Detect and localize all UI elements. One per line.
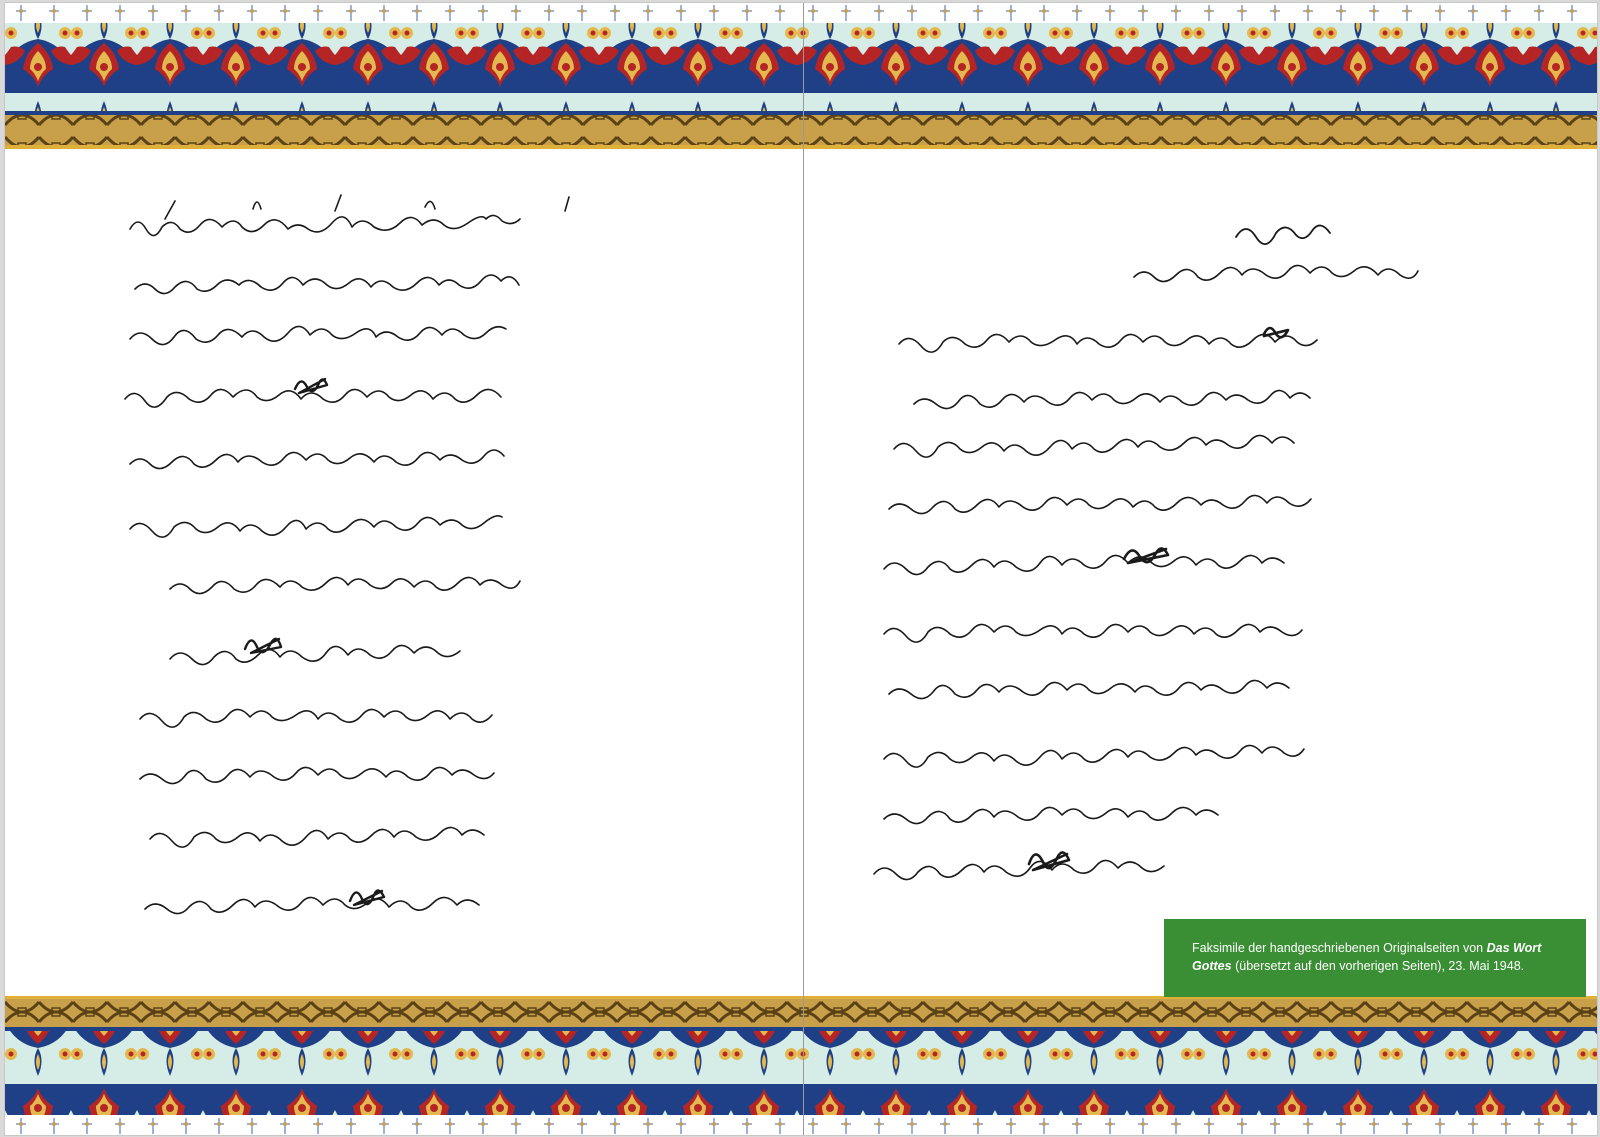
crossed-out-word-icon xyxy=(1124,548,1168,563)
manuscript-line xyxy=(130,326,506,344)
manuscript-line xyxy=(874,860,1164,879)
caption-text xyxy=(1192,939,1572,975)
crossed-out-word-icon xyxy=(295,379,327,393)
left-page-handwriting xyxy=(5,149,803,996)
manuscript-line xyxy=(1134,265,1418,281)
crossed-out-word-icon xyxy=(1029,852,1069,870)
manuscript-line xyxy=(170,577,520,593)
caption-box xyxy=(1164,919,1586,997)
facsimile-spread xyxy=(4,2,1598,1136)
manuscript-line xyxy=(170,645,460,664)
caption-title: Das Wort Gottes xyxy=(1192,941,1542,973)
manuscript-line xyxy=(884,745,1304,767)
manuscript-heading xyxy=(1236,225,1330,244)
bottom-ornamental-border xyxy=(5,996,1597,1135)
manuscript-line xyxy=(884,624,1302,642)
manuscript-line xyxy=(914,390,1310,408)
caption-part2: (übersetzt auf den vorherigen Seiten), 23. Mai 1948. xyxy=(1235,959,1525,973)
manuscript-line xyxy=(884,807,1218,823)
crossed-out-word-icon xyxy=(245,639,281,653)
right-page-handwriting xyxy=(804,149,1597,996)
manuscript-line xyxy=(894,435,1294,457)
left-page xyxy=(5,149,803,996)
manuscript-line xyxy=(165,195,569,219)
right-page xyxy=(804,149,1597,996)
manuscript-line xyxy=(130,516,502,537)
manuscript-line xyxy=(140,709,492,727)
manuscript-line xyxy=(135,275,519,294)
manuscript-line xyxy=(130,450,504,469)
crossed-out-word-icon xyxy=(1264,328,1288,337)
manuscript-line xyxy=(889,680,1289,698)
manuscript-line xyxy=(150,827,484,847)
caption-part1: Faksimile der handgeschriebenen Originalseiten von xyxy=(1192,941,1484,955)
manuscript-line xyxy=(130,215,520,235)
manuscript-line xyxy=(884,555,1284,574)
manuscript-line xyxy=(145,897,479,913)
manuscript-line xyxy=(899,334,1317,352)
manuscript-line xyxy=(140,767,494,783)
manuscript-line xyxy=(889,495,1311,513)
top-ornamental-border xyxy=(5,3,1597,149)
